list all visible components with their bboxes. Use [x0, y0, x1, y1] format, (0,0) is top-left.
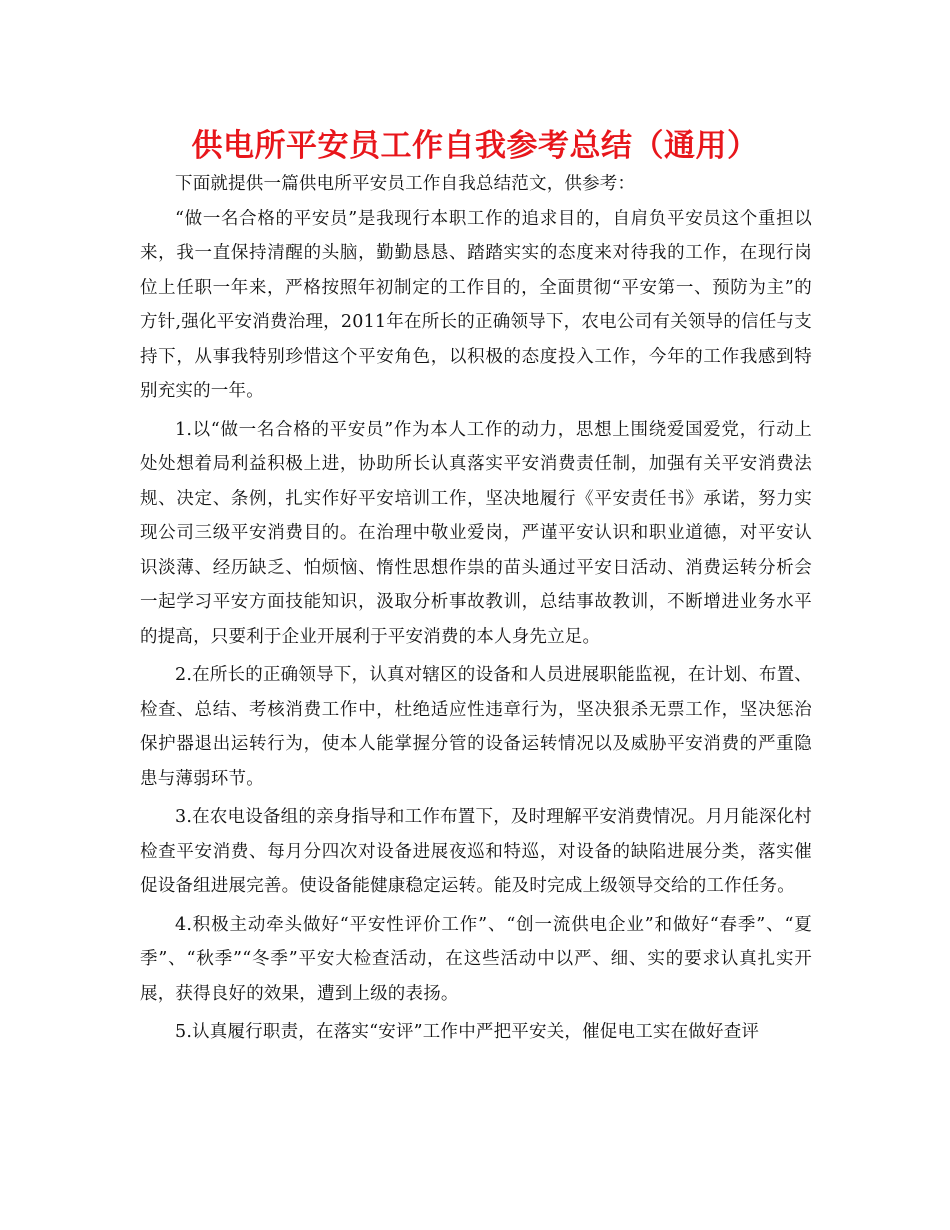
point-2-paragraph: 2.在所长的正确领导下，认真对辖区的设备和人员进展职能监视，在计划、布置、检查、总结、考核消费工作中，杜绝适应性违章行为，坚决狠杀无票工作，坚决惩治保护器退出运转行为，使本人能掌握分管的设备运转情况以及威胁平安消费的严重隐患与薄弱环节。 [140, 665, 812, 789]
summary-paragraph: “做一名合格的平安员”是我现行本职工作的追求目的，自肩负平安员这个重担以来，我一直保持清醒的头脑，勤勤恳恳、踏踏实实的态度来对待我的工作，在现行岗位上任职一年来，严格按照年初制定的工作目的，全面贯彻“平安第一、预防为主”的方针,强化平安消费治理，2011年在所长的正确领导下，农电公司有关领导的信任与支持下，从事我特别珍惜这个平安角色，以积极的态度投入工作，今年的工作我感到特别充实的一年。 [140, 208, 812, 401]
point-5-paragraph: 5.认真履行职责，在落实“安评”工作中严把平安关，催促电工实在做好查评 [175, 1022, 760, 1042]
point-4-paragraph: 4.积极主动牵头做好“平安性评价工作”、“创一流供电企业”和做好“春季”、“夏季”、“秋季”“冬季”平安大检查活动，在这些活动中以严、细、实的要求认真扎实开展，获得良好的效果，遭到上级的表扬。 [140, 914, 812, 1004]
intro-paragraph: 下面就提供一篇供电所平安员工作自我总结范文，供参考： [175, 174, 636, 194]
point-3-paragraph: 3.在农电设备组的亲身指导和工作布置下，及时理解平安消费情况。月月能深化村检查平安消费、每月分四次对设备进展夜巡和特巡，对设备的缺陷进展分类，落实催促设备组进展完善。使设备能健康稳定运转。能及时完成上级领导交给的工作任务。 [140, 807, 812, 896]
point-1-paragraph: 1.以“做一名合格的平安员”作为本人工作的动力，思想上围绕爱国爱党，行动上处处想着局利益积极上进，协助所长认真落实平安消费责任制，加强有关平安消费法规、决定、条例，扎实作好平安培训工作，坚决地履行《平安责任书》承诺，努力实现公司三级平安消费目的。在治理中敬业爱岗，严谨平安认识和职业道德，对平安认识淡薄、经历缺乏、怕烦恼、惰性思想作祟的苗头通过平安日活动、消费运转分析会一起学习平安方面技能知识，汲取分析事故教训，总结事故教训，不断增进业务水平的提高，只要利于企业开展利于平安消费的本人身先立足。 [140, 419, 812, 647]
document-body [140, 167, 812, 1050]
document-title: 供电所平安员工作自我参考总结（通用） [191, 128, 759, 164]
